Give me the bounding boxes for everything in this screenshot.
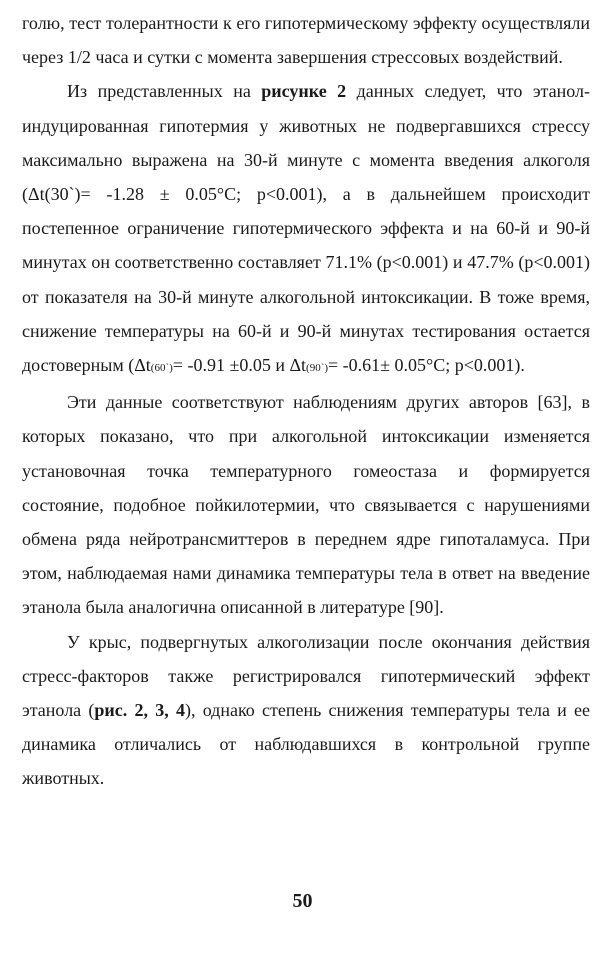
paragraph-text: = -0.91 ±0.05 и Δt [172, 355, 307, 376]
paragraph-stressed-rats [22, 625, 590, 796]
paragraph-text: ), однако степень снижения температуры тела и ее динамика отличались от наблюдавшихся в контрольной группе животных. [22, 700, 591, 789]
paragraph-text: У крыс, подвергнутых алкоголизации после окончания действия стресс-факторов также регистрировался гипотермический эффект этанола ( [22, 631, 590, 721]
subscript-90: (90`) [306, 362, 329, 375]
paragraph-hypothermia-results [22, 74, 590, 385]
paragraph-literature-comparison: Эти данные соответствуют наблюдениям других авторов [63], в которых показано, что при алкогольной интоксикации изменяется установочная точка температурного гомеостаза и формируется состояние, подобное пойкилотермии, что связывается с нарушениями обмена ряда нейротрансмиттеров в переднем ядре гипоталамуса. При этом, наблюдаемая нами динамика температуры тела в ответ на введение этанола была аналогична описанной в литературе [90]. [22, 392, 590, 618]
paragraph-text: Из представленных на [67, 81, 262, 102]
paragraph-continuation: голю, тест толерантности к его гипотермическому эффекту осуществляли через 1/2 часа и сутки с момента завершения стрессовых воздействий. [22, 13, 590, 68]
figure-reference: рисунке 2 [261, 81, 347, 102]
paragraph-text: = -0.61± 0.05°С; p<0.001). [328, 355, 525, 376]
subscript-60: (60`) [150, 362, 173, 375]
figure-reference: рис. 2, 3, 4 [94, 700, 185, 721]
document-page [22, 6, 590, 796]
paragraph-text: данных следует, что этанол-индуцированная гипотермия у животных не подвергавшихся стрессу максимально выражена на 30-й минуте с момента введения алкоголя (Δt(30`)= -1.28 ± 0.05°С; p<0.001), а в дальнейшем происходит постепенное ограничение гипотермического эффекта и на 60-й и 90-й минутах он соответственно составляет 71.1% (p<0.001) и 47.7% (p<0.001) от показателя на 30-й минуте алкогольной интоксикации. В тоже время, снижение температуры на 60-й и 90-й минутах тестирования остается достоверным (Δt [22, 81, 590, 376]
page-number: 50 [292, 890, 313, 912]
